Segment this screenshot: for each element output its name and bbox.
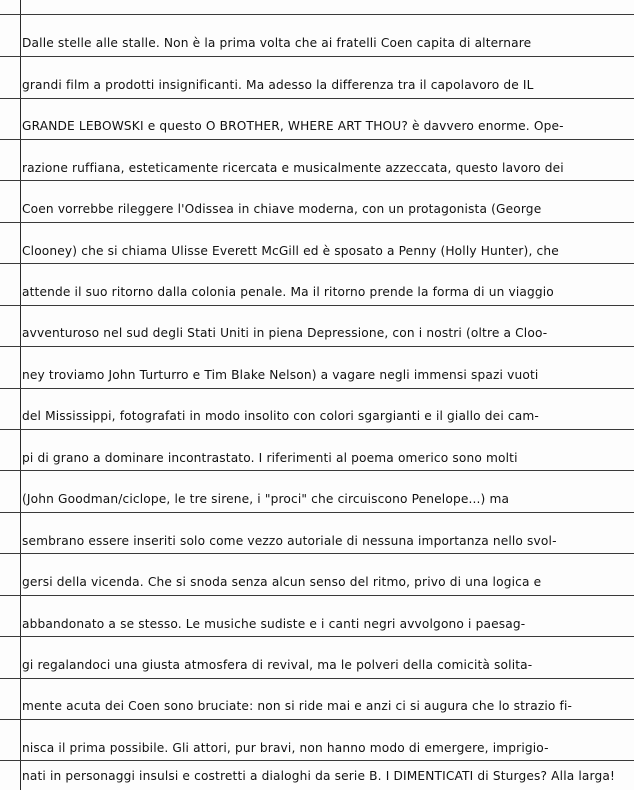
- ruled-line: [0, 263, 634, 264]
- text-line: Dalle stelle alle stalle. Non è la prima volta che ai fratelli Coen capita di alternare: [22, 36, 532, 50]
- text-line: gersi della vicenda. Che si snoda senza alcun senso del ritmo, privo di una logica e: [22, 575, 542, 589]
- text-line: gi regalandoci una giusta atmosfera di revival, ma le polveri della comicità solita-: [22, 658, 533, 672]
- text-line: Coen vorrebbe rileggere l'Odissea in chiave moderna, con un protagonista (George: [22, 202, 542, 216]
- ruled-line: [0, 636, 634, 637]
- text-line: GRANDE LEBOWSKI e questo O BROTHER, WHERE ART THOU? è davvero enorme. Ope-: [22, 119, 564, 133]
- text-line: mente acuta dei Coen sono bruciate: non si ride mai e anzi ci si augura che lo strazio fi-: [22, 699, 573, 713]
- ruled-line: [0, 595, 634, 596]
- text-line: grandi film a prodotti insignificanti. Ma adesso la differenza tra il capolavoro de IL: [22, 78, 534, 92]
- ruled-line: [0, 470, 634, 471]
- ruled-line: [0, 56, 634, 57]
- ruled-line: [0, 14, 634, 15]
- ruled-line: [0, 760, 634, 761]
- ruled-line: [0, 98, 634, 99]
- text-line: nisca il prima possibile. Gli attori, pur bravi, non hanno modo di emergere, imprigio-: [22, 741, 549, 755]
- margin-rule: [20, 0, 21, 790]
- text-line: (John Goodman/ciclope, le tre sirene, i "proci" che circuiscono Penelope...) ma: [22, 492, 510, 506]
- ruled-line: [0, 678, 634, 679]
- ruled-line: [0, 553, 634, 554]
- text-line: pi di grano a dominare incontrastato. I riferimenti al poema omerico sono molti: [22, 451, 518, 465]
- text-line: del Mississippi, fotografati in modo insolito con colori sgargianti e il giallo dei cam-: [22, 409, 539, 423]
- text-line: razione ruffiana, esteticamente ricercata e musicalmente azzeccata, questo lavoro dei: [22, 161, 564, 175]
- ruled-line: [0, 346, 634, 347]
- text-line: nati in personaggi insulsi e costretti a dialoghi da serie B. I DIMENTICATI di Sturges? Alla larga!: [22, 769, 616, 783]
- ruled-line: [0, 719, 634, 720]
- ruled-line: [0, 139, 634, 140]
- ruled-line: [0, 305, 634, 306]
- text-line: abbandonato a se stesso. Le musiche sudiste e i canti negri avvolgono i paesag-: [22, 617, 526, 631]
- text-line: attende il suo ritorno dalla colonia penale. Ma il ritorno prende la forma di un viaggio: [22, 285, 554, 299]
- text-line: Clooney) che si chiama Ulisse Everett McGill ed è sposato a Penny (Holly Hunter), che: [22, 244, 559, 258]
- text-line: avventuroso nel sud degli Stati Uniti in piena Depressione, con i nostri (oltre a Cloo-: [22, 326, 548, 340]
- ruled-line: [0, 429, 634, 430]
- text-line: sembrano essere inseriti solo come vezzo autoriale di nessuna importanza nello svol-: [22, 534, 557, 548]
- ruled-line: [0, 222, 634, 223]
- ruled-line: [0, 388, 634, 389]
- ruled-line: [0, 180, 634, 181]
- text-line: ney troviamo John Turturro e Tim Blake Nelson) a vagare negli immensi spazi vuoti: [22, 368, 539, 382]
- ruled-line: [0, 512, 634, 513]
